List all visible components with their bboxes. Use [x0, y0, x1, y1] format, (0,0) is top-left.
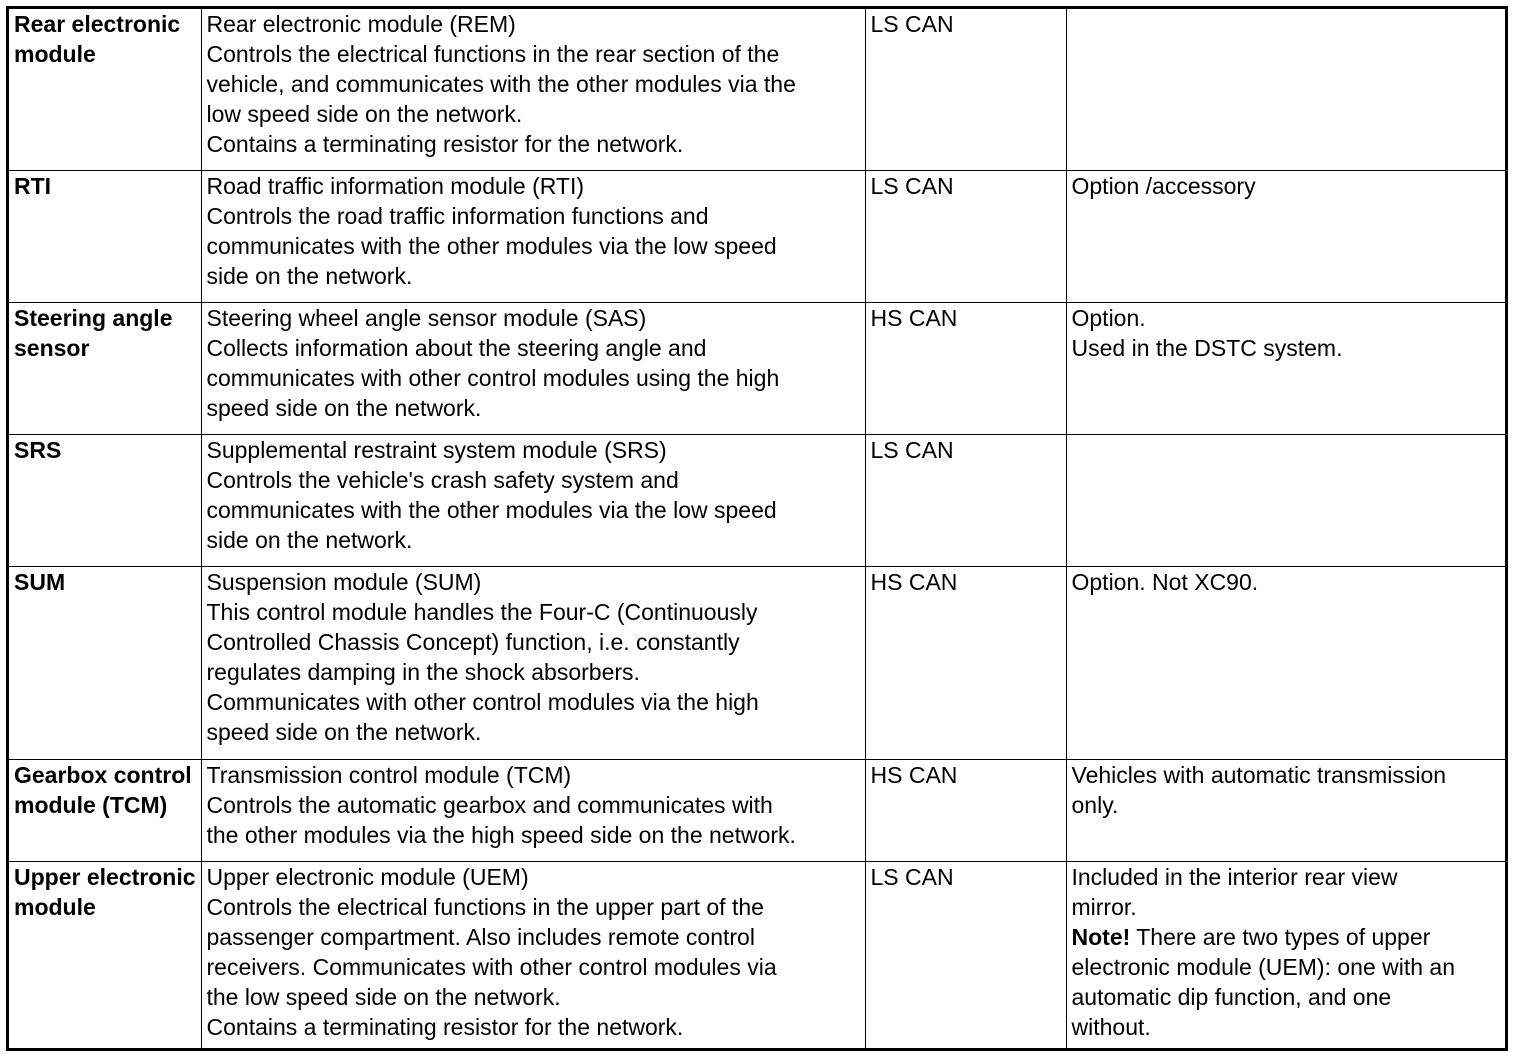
note-cell: [1066, 170, 1505, 302]
note-label: Note!: [1071, 923, 1131, 950]
description-cell: [201, 861, 865, 1051]
note-cell: [1066, 861, 1505, 1051]
description-line: communicates with the other modules via the low speed: [206, 232, 777, 259]
module-name: Upper electronic module: [14, 863, 196, 920]
note-text: There are two types of upper: [1130, 923, 1431, 950]
description-line: communicates with the other modules via the low speed: [206, 496, 777, 523]
description-line: the other modules via the high speed side on the network.: [206, 821, 796, 848]
bus-cell: [865, 302, 1066, 434]
description-cell: [201, 9, 865, 170]
module-table: [9, 9, 1505, 1051]
note-line: only.: [1071, 791, 1119, 818]
note-line: Vehicles with automatic transmission: [1071, 761, 1447, 788]
module-name-cell: [9, 170, 201, 302]
module-name-cell: [9, 434, 201, 566]
module-name: SRS: [14, 436, 62, 463]
module-name-cell: [9, 861, 201, 1051]
bus-type: LS CAN: [870, 436, 954, 463]
table-row: [9, 434, 1505, 566]
module-name: SUM: [14, 568, 66, 595]
module-name: RTI: [14, 172, 52, 199]
note-line: Option.: [1071, 304, 1146, 331]
description-line: Supplemental restraint system module (SRS): [206, 436, 667, 463]
bus-type: LS CAN: [870, 172, 954, 199]
module-name: Gearbox control module (TCM): [14, 761, 192, 818]
description-cell: [201, 302, 865, 434]
table-row: [9, 302, 1505, 434]
note-line: electronic module (UEM): one with an: [1071, 953, 1455, 980]
bus-cell: [865, 759, 1066, 861]
description-line: Controls the road traffic information functions and: [206, 202, 709, 229]
table-row: [9, 170, 1505, 302]
bus-cell: [865, 170, 1066, 302]
description-line: speed side on the network.: [206, 718, 482, 745]
description-line: Upper electronic module (UEM): [206, 863, 529, 890]
description-line: Contains a terminating resistor for the network.: [206, 131, 684, 157]
module-name: Steering angle sensor: [14, 304, 173, 361]
module-name-cell: [9, 302, 201, 434]
description-line: regulates damping in the shock absorbers.: [206, 658, 640, 685]
description-line: the low speed side on the network.: [206, 983, 561, 1010]
description-line: Steering wheel angle sensor module (SAS): [206, 304, 647, 331]
note-cell: [1066, 566, 1505, 759]
description-line: This control module handles the Four-C (Continuously: [206, 598, 758, 625]
description-line: Controls the vehicle's crash safety system and: [206, 466, 679, 493]
bus-cell: [865, 861, 1066, 1051]
module-name-cell: [9, 759, 201, 861]
description-cell: [201, 434, 865, 566]
bus-cell: [865, 566, 1066, 759]
description-cell: [201, 759, 865, 861]
note-cell: [1066, 9, 1505, 170]
note-text: Option /accessory: [1071, 172, 1256, 199]
description-line: Collects information about the steering angle and: [206, 334, 707, 361]
note-line: Used in the DSTC system.: [1071, 334, 1343, 361]
description-line: passenger compartment. Also includes remote control: [206, 923, 755, 950]
description-cell: [201, 566, 865, 759]
bus-type: HS CAN: [870, 568, 958, 595]
table-row: [9, 861, 1505, 1051]
description-line: Rear electronic module (REM): [206, 11, 516, 37]
module-name: Rear electronic module: [14, 11, 181, 67]
note-line: Included in the interior rear view: [1071, 863, 1398, 890]
description-line: Road traffic information module (RTI): [206, 172, 585, 199]
note-text: Option. Not XC90.: [1071, 568, 1259, 595]
table-row: [9, 9, 1505, 170]
module-table-frame: [6, 6, 1508, 1051]
description-line: Contains a terminating resistor for the network.: [206, 1013, 684, 1040]
module-name-cell: [9, 9, 201, 170]
description-line: Communicates with other control modules via the high: [206, 688, 759, 715]
bus-cell: [865, 434, 1066, 566]
bus-type: LS CAN: [870, 863, 954, 890]
description-line: receivers. Communicates with other control modules via: [206, 953, 777, 980]
bus-type: HS CAN: [870, 304, 958, 331]
module-name-cell: [9, 566, 201, 759]
note-cell: [1066, 434, 1505, 566]
description-line: side on the network.: [206, 526, 413, 553]
description-line: Suspension module (SUM): [206, 568, 482, 595]
description-line: Controls the electrical functions in the upper part of the: [206, 893, 764, 920]
description-line: low speed side on the network.: [206, 101, 523, 127]
description-line: speed side on the network.: [206, 394, 482, 421]
description-line: Controls the automatic gearbox and communicates with: [206, 791, 773, 818]
note-line: without.: [1071, 1013, 1151, 1040]
table-row: [9, 759, 1505, 861]
description-line: Controlled Chassis Concept) function, i.e. constantly: [206, 628, 740, 655]
note-line: automatic dip function, and one: [1071, 983, 1392, 1010]
note-line: mirror.: [1071, 893, 1137, 920]
description-line: Controls the electrical functions in the rear section of the: [206, 41, 780, 67]
table-row: [9, 566, 1505, 759]
bus-cell: [865, 9, 1066, 170]
note-line: [1072, 922, 1502, 952]
description-line: communicates with other control modules using the high: [206, 364, 780, 391]
description-line: side on the network.: [206, 262, 413, 289]
description-cell: [201, 170, 865, 302]
bus-type: HS CAN: [870, 761, 958, 788]
description-line: Transmission control module (TCM): [206, 761, 572, 788]
bus-type: LS CAN: [870, 11, 954, 37]
description-line: vehicle, and communicates with the other modules via the: [206, 71, 796, 97]
note-cell: [1066, 302, 1505, 434]
note-cell: [1066, 759, 1505, 861]
